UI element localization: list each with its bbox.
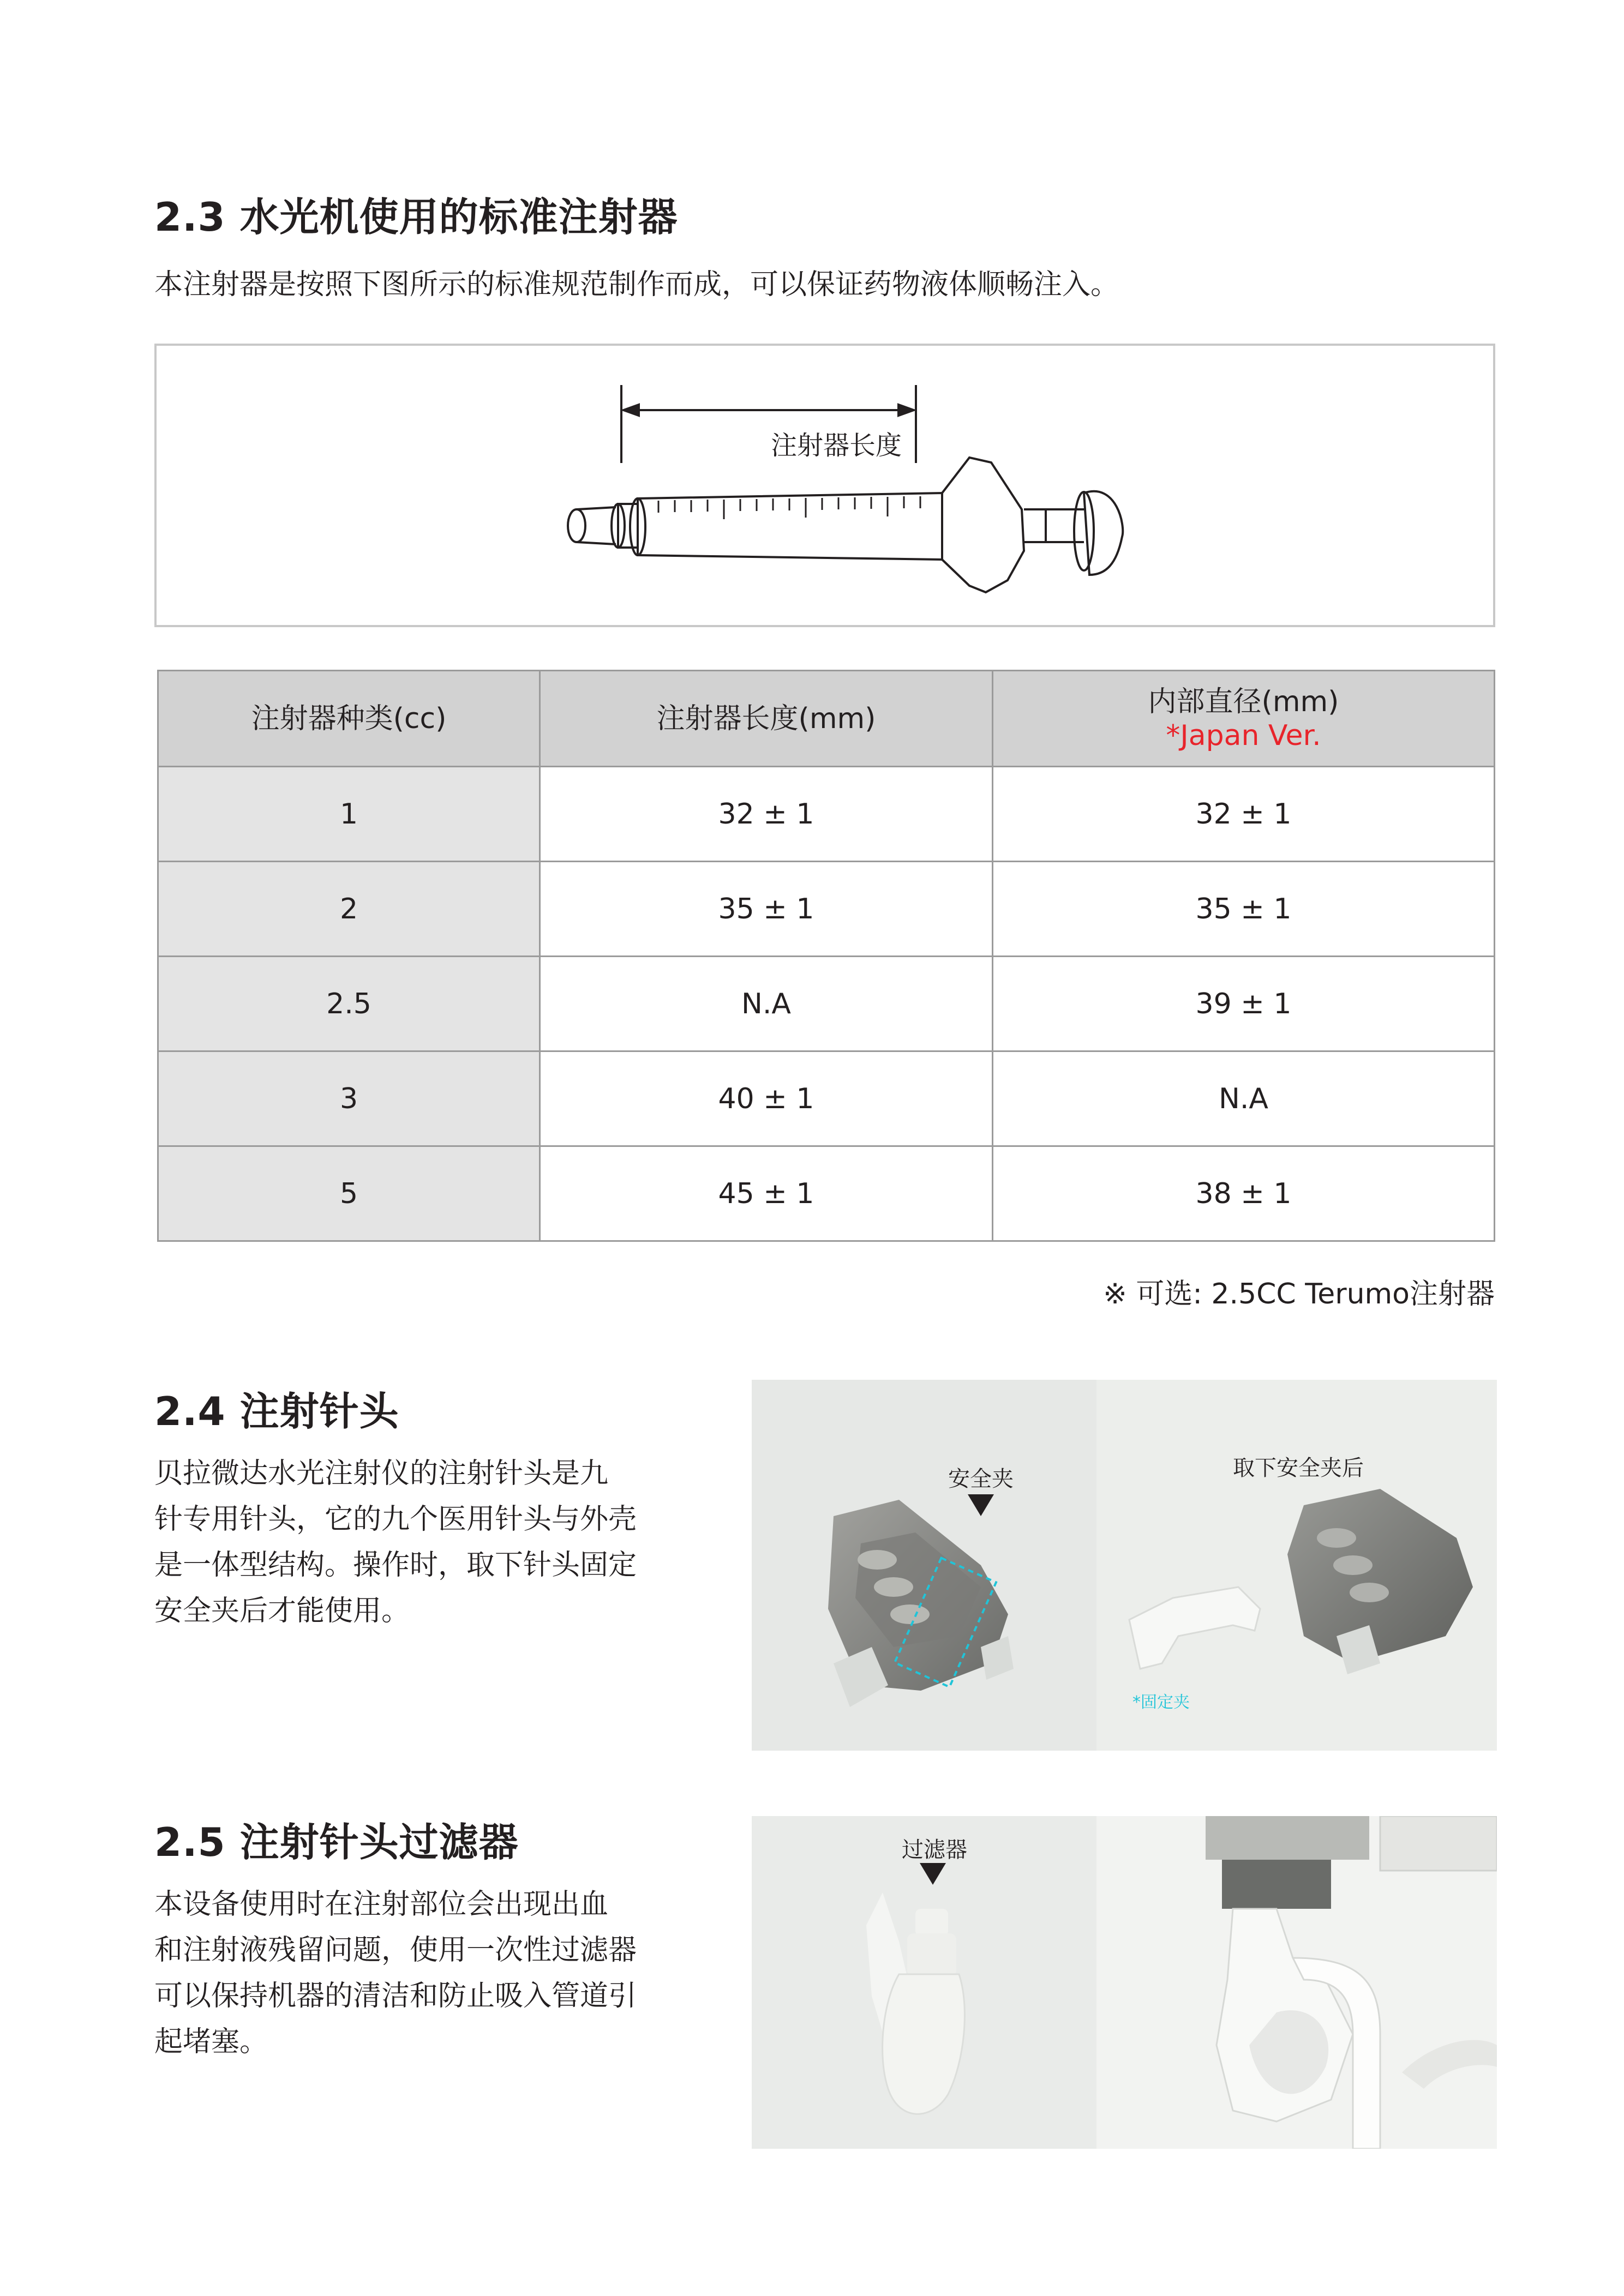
table-row [158,1146,1495,1241]
table-cell: 32 ± 1 [993,767,1495,862]
desc-line: 贝拉微达水光注射仪的注射针头是九 [154,1457,609,1490]
filter-label: 过滤器 [902,1837,967,1862]
fixing-clip-label: *固定夹 [1132,1693,1190,1712]
table-cell: 32 ± 1 [540,767,993,862]
section-2-3-description: 本注射器是按照下图所示的标准规范制作而成，可以保证药物液体顺畅注入。 [154,268,1119,301]
syringe-length-label: 注射器长度 [770,430,902,461]
desc-line: 是一体型结构。操作时，取下针头固定 [154,1549,637,1582]
table-cell: 39 ± 1 [993,957,1495,1051]
header-inner-diameter [993,671,1495,767]
header-syringe-length-text: 注射器长度(mm) [656,702,876,735]
section-2-5-description [154,1882,637,2065]
section-2-4-description [154,1451,637,1634]
header-syringe-length [540,671,993,767]
header-syringe-type-text: 注射器种类(cc) [251,702,447,735]
safety-clip-arrow-icon [968,1494,994,1516]
header-syringe-type [158,671,540,767]
optional-syringe-note: ※ 可选: 2.5CC Terumo注射器 [1103,1278,1495,1311]
table-row [158,767,1495,862]
filter-photo [752,1816,1096,2149]
table-cell: 45 ± 1 [540,1146,993,1241]
table-cell: 2.5 [158,957,540,1051]
section-2-3-title: 2.3 水光机使用的标准注射器 [154,194,678,240]
table-cell: 1 [158,767,540,862]
table-cell: 35 ± 1 [993,862,1495,957]
section-2-4-title: 2.4 注射针头 [154,1389,399,1434]
desc-line: 起堵塞。 [154,2025,268,2058]
table-cell: 2 [158,862,540,957]
section-2-5-title: 2.5 注射针头过滤器 [154,1819,519,1865]
syringe-illustration [157,346,1497,629]
table-header-row [158,671,1495,767]
table-cell: 40 ± 1 [540,1051,993,1146]
desc-line: 针专用针头，它的九个医用针头与外壳 [154,1503,637,1536]
syringe-spec-table [157,670,1495,1242]
table-cell: 35 ± 1 [540,862,993,957]
table-cell: N.A [993,1051,1495,1146]
table-row [158,862,1495,957]
japan-version-note: *Japan Ver. [1166,719,1321,752]
desc-line: 和注射液残留问题，使用一次性过滤器 [154,1934,637,1967]
table-cell: 5 [158,1146,540,1241]
needle-photo-clip-removed [1096,1380,1497,1751]
header-inner-diameter-text: 内部直径(mm) [1148,685,1339,718]
clip-removed-label: 取下安全夹后 [1233,1456,1364,1481]
machine-filter-photo [1096,1816,1497,2149]
table-cell: N.A [540,957,993,1051]
safety-clip-label: 安全夹 [948,1466,1014,1492]
syringe-figure [154,344,1495,627]
table-cell: 3 [158,1051,540,1146]
table-cell: 38 ± 1 [993,1146,1495,1241]
desc-line: 可以保持机器的清洁和防止吸入管道引 [154,1980,637,2012]
desc-line: 本设备使用时在注射部位会出现出血 [154,1888,609,1921]
needle-photo-with-clip [752,1380,1096,1751]
desc-line: 安全夹后才能使用。 [154,1595,410,1627]
table-row [158,957,1495,1051]
table-row [158,1051,1495,1146]
filter-arrow-icon [920,1863,946,1885]
